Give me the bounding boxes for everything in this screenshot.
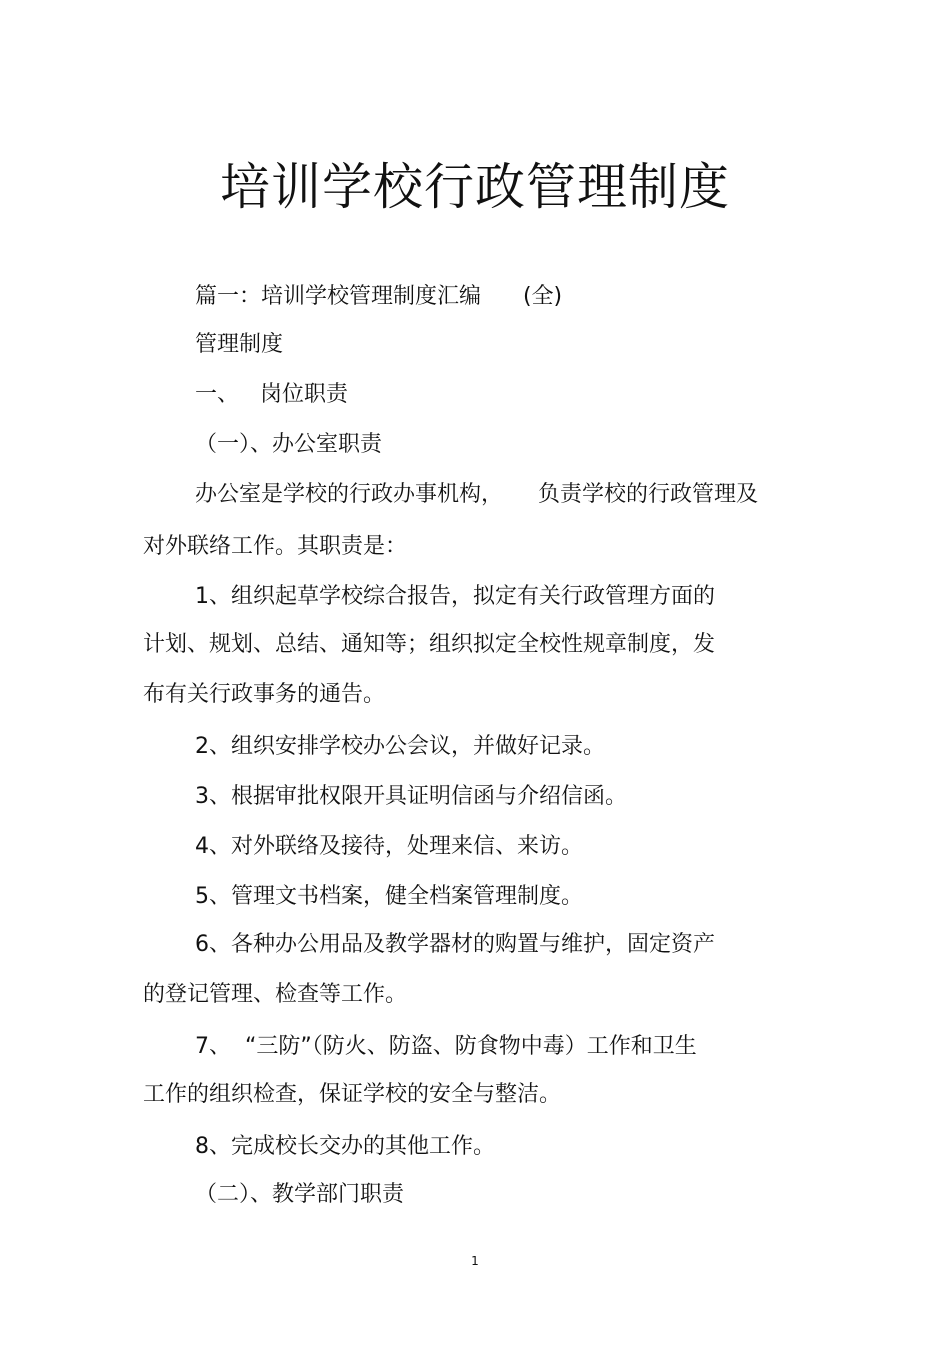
paragraph-line: 工作的组织检查，保证学校的安全与整洁。	[143, 1082, 562, 1107]
chapter-heading: 篇一：培训学校管理制度汇编 (全)	[195, 284, 563, 309]
paragraph-line: 3、根据审批权限开具证明信函与介绍信函。	[195, 784, 627, 809]
paragraph-line: 1、组织起草学校综合报告，拟定有关行政管理方面的	[195, 584, 715, 609]
page-number: 1	[471, 1254, 479, 1268]
subsection-heading: 一、 岗位职责	[195, 382, 348, 407]
paragraph-line: 办公室是学校的行政办事机构， 负责学校的行政管理及	[195, 482, 758, 507]
paragraph-line: 5、管理文书档案，健全档案管理制度。	[195, 884, 583, 909]
section-heading: 管理制度	[195, 332, 284, 357]
paragraph-line: 2、组织安排学校办公会议，并做好记录。	[195, 734, 605, 759]
item-heading: （一）、办公室职责	[195, 432, 383, 457]
paragraph-line: 4、对外联络及接待，处理来信、来访。	[195, 834, 583, 859]
paragraph-line: 布有关行政事务的通告。	[143, 682, 386, 707]
paragraph-line: 对外联络工作。其职责是：	[143, 534, 408, 559]
paragraph-line: 计划、规划、总结、通知等；组织拟定全校性规章制度，发	[143, 632, 716, 657]
paragraph-line: 6、各种办公用品及教学器材的购置与维护，固定资产	[195, 932, 715, 957]
paragraph-line: 的登记管理、检查等工作。	[143, 982, 408, 1007]
paragraph-line: 8、完成校长交办的其他工作。	[195, 1134, 495, 1159]
item-heading: （二）、教学部门职责	[195, 1182, 405, 1207]
document-title: 培训学校行政管理制度	[220, 158, 730, 216]
paragraph-line: 7、 “三防”（防火、防盗、防食物中毒）工作和卫生	[195, 1034, 697, 1059]
